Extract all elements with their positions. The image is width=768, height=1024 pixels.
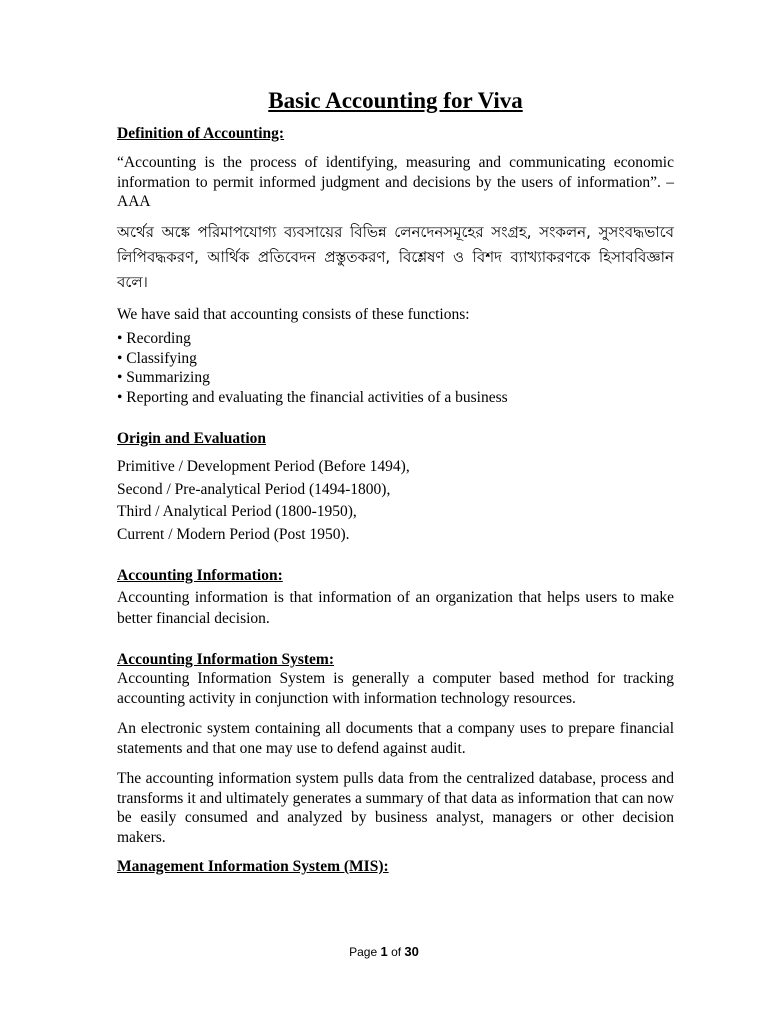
accounting-information-text: Accounting information is that information of an organization that helps users to make better financial decision.: [117, 589, 674, 627]
list-item: Primitive / Development Period (Before 1494),: [117, 458, 410, 475]
page-footer: [0, 944, 768, 959]
ais-paragraph: Accounting Information System is generally a computer based method for tracking accounting activity in conjunction with information technology resources.: [117, 670, 674, 707]
page-content: [117, 86, 674, 876]
page-label: Page: [349, 945, 378, 959]
list-item: Current / Modern Period (Post 1950).: [117, 525, 350, 543]
list-item: Second / Pre-analytical Period (1494-1800),: [117, 480, 391, 498]
definition-heading: Definition of Accounting:: [117, 125, 285, 142]
functions-intro: We have said that accounting consists of these functions:: [117, 305, 470, 323]
total-pages-number: 30: [404, 944, 419, 959]
definition-quote: “Accounting is the process of identifying, measuring and communicating economic information to permit informed judgment and decisions by the users of information”. – AAA: [117, 154, 674, 210]
accounting-information-heading: Accounting Information:: [117, 567, 283, 584]
list-item: Third / Analytical Period (1800-1950),: [117, 503, 357, 520]
functions-list: [117, 329, 674, 407]
ais-heading: Accounting Information System:: [117, 651, 334, 668]
list-item: • Classifying: [117, 349, 197, 367]
origin-heading: Origin and Evaluation: [117, 430, 267, 447]
list-item: • Recording: [117, 330, 191, 347]
ais-paragraph: The accounting information system pulls data from the centralized database, process and transforms it and ultimately generates a summary of that data as information that can now be easily consumed and analyzed by business analyst, managers or other decision makers.: [117, 770, 674, 846]
periods-list: [117, 456, 674, 546]
list-item: • Summarizing: [117, 369, 210, 386]
list-item: • Reporting and evaluating the financial activities of a business: [117, 388, 508, 406]
document-title: Basic Accounting for Viva: [268, 88, 523, 113]
of-label: of: [391, 945, 402, 959]
ais-paragraph: An electronic system containing all documents that a company uses to prepare financial statements and that one may use to defend against audit.: [117, 720, 674, 757]
bangla-definition: অর্থের অঙ্কে পরিমাপযোগ্য ব্যবসায়ের বিভিন্ন লেনদেনসমূহের সংগ্রহ, সংকলন, সুসংবদ্ধভাবে লিপিবদ্ধকরণ, আর্থিক প্রতিবেদন প্রস্তুতকরণ, বিশ্লেষণ ও বিশদ ব্যাখ্যাকরণকে হিসাববিজ্ঞান বলে।: [117, 222, 674, 291]
current-page-number: 1: [380, 944, 388, 959]
mis-heading: Management Information System (MIS):: [117, 858, 389, 875]
